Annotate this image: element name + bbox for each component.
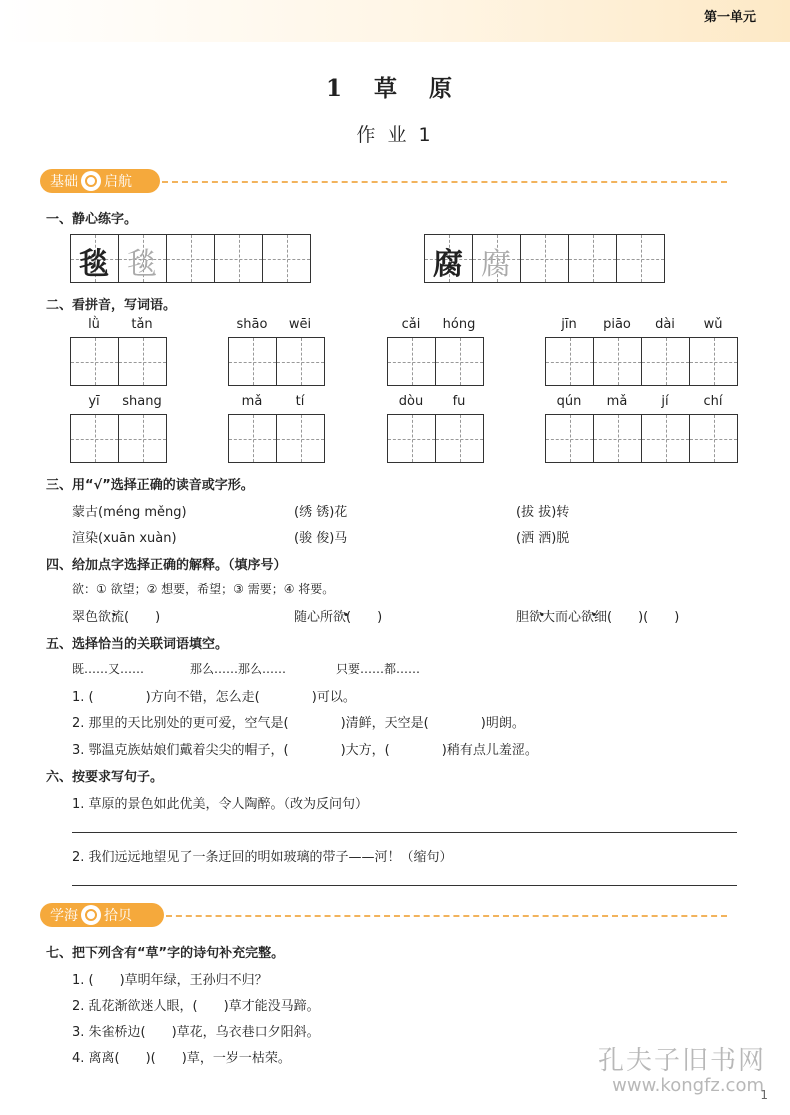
writing-cell[interactable] [545, 337, 594, 386]
question-6-label: 六、按要求写句子。 [46, 770, 164, 785]
option-text: 那么……那么…… [190, 662, 287, 676]
pinyin-label: wēi [288, 317, 312, 332]
question-4-label: 四、给加点字选择正确的解释。（填序号） [46, 558, 287, 573]
watermark-text: 孔夫子旧书网 [597, 1046, 766, 1076]
writing-cell[interactable] [568, 234, 617, 283]
pinyin-label: mǎ [606, 394, 628, 409]
writing-cell[interactable] [435, 337, 484, 386]
writing-cell[interactable] [641, 337, 690, 386]
pinyin-label: piāo [603, 317, 631, 332]
writing-cell[interactable] [593, 414, 642, 463]
writing-cell[interactable] [228, 337, 277, 386]
writing-cell[interactable] [262, 234, 311, 283]
answer-line[interactable] [72, 832, 737, 833]
writing-cell[interactable] [276, 337, 325, 386]
banner-right-text: 启航 [104, 174, 132, 190]
writing-cell[interactable] [228, 414, 277, 463]
fill-item[interactable]: 随心所欲( ) [294, 610, 383, 625]
question-5-label: 五、选择恰当的关联词语填空。 [46, 637, 229, 652]
writing-cell[interactable] [435, 414, 484, 463]
writing-cell[interactable] [689, 337, 738, 386]
fill-item[interactable]: 胆欲大而心欲细( )( ) [516, 610, 680, 625]
pinyin-label: jí [661, 394, 669, 409]
writing-cell[interactable] [641, 414, 690, 463]
pinyin-label: chí [703, 394, 723, 409]
writing-cell[interactable] [545, 414, 594, 463]
poem-line[interactable]: 3. 朱雀桥边( )草花，乌衣巷口夕阳斜。 [72, 1025, 320, 1040]
trace-character: 毯 [127, 247, 157, 282]
pinyin-label: qún [556, 394, 582, 409]
pinyin-label: shāo [236, 317, 268, 332]
page-subtitle: 作 业 1 [356, 124, 434, 146]
pinyin-label: wǔ [703, 317, 723, 332]
unit-label: 第一单元 [703, 10, 756, 25]
section-banner-basic [40, 169, 160, 193]
poem-line[interactable]: 2. 乱花渐欲迷人眼，( )草才能没马蹄。 [72, 999, 320, 1014]
fill-sentence[interactable]: 1. ( )方向不错，怎么走( )可以。 [72, 690, 356, 705]
choice-item[interactable]: 蒙古(méng měng) [72, 505, 187, 520]
pinyin-label: dài [655, 317, 675, 332]
writing-cell[interactable] [387, 337, 436, 386]
question-7-label: 七、把下列含有“草”字的诗句补充完整。 [46, 946, 285, 961]
choice-item[interactable]: (骏 俊)马 [294, 531, 348, 546]
definition-list: 欲：① 欲望；② 想要，希望；③ 需要；④ 将要。 [72, 582, 335, 596]
section-divider [162, 181, 727, 183]
pinyin-label: mǎ [241, 394, 263, 409]
writing-cell[interactable] [387, 414, 436, 463]
rewrite-prompt: 2. 我们远远地望见了一条迂回的明如玻璃的带子——河！（缩句） [72, 850, 453, 865]
section-banner-extend [40, 903, 164, 927]
writing-cell[interactable] [520, 234, 569, 283]
writing-cell[interactable] [70, 414, 119, 463]
poem-line[interactable]: 4. 离离( )( )草，一岁一枯荣。 [72, 1051, 291, 1066]
writing-cell[interactable] [118, 337, 167, 386]
writing-cell[interactable] [166, 234, 215, 283]
rewrite-prompt: 1. 草原的景色如此优美，令人陶醉。（改为反问句） [72, 797, 369, 812]
writing-cell[interactable] [593, 337, 642, 386]
pinyin-label: cǎi [401, 317, 421, 332]
writing-cell[interactable] [70, 337, 119, 386]
pinyin-label: dòu [398, 394, 424, 409]
shell-icon [81, 905, 101, 925]
pinyin-label: shang [122, 394, 162, 409]
pinyin-label: tí [295, 394, 305, 409]
fill-sentence[interactable]: 3. 鄂温克族姑娘们戴着尖尖的帽子，( )大方，( )稍有点儿羞涩。 [72, 743, 538, 758]
pinyin-label: fu [452, 394, 466, 409]
banner-left-text: 学海 [50, 908, 78, 924]
choice-item[interactable]: 渲染(xuān xuàn) [72, 531, 177, 546]
pinyin-label: jīn [561, 317, 577, 332]
fill-item[interactable]: 翠色欲流( ) [72, 610, 161, 625]
poem-line[interactable]: 1. ( )草明年绿，王孙归不归？ [72, 973, 268, 988]
header-band [0, 0, 790, 42]
question-1-label: 一、静心练字。 [46, 212, 138, 227]
writing-cell[interactable] [276, 414, 325, 463]
writing-cell[interactable] [689, 414, 738, 463]
section-divider [166, 915, 727, 917]
question-3-label: 三、用“√”选择正确的读音或字形。 [46, 478, 254, 493]
model-character: 毯 [79, 247, 109, 282]
pinyin-label: yī [88, 394, 100, 409]
compass-icon [81, 171, 101, 191]
banner-left-text: 基础 [50, 174, 78, 190]
option-text: 既……又…… [72, 662, 145, 676]
pinyin-label: hóng [442, 317, 476, 332]
option-text: 只要……都…… [336, 662, 421, 676]
choice-item[interactable]: (绣 锈)花 [294, 505, 348, 520]
writing-cell[interactable] [616, 234, 665, 283]
choice-item[interactable]: (洒 洒)脱 [516, 531, 570, 546]
pinyin-label: tǎn [131, 317, 153, 332]
page-title: 1 草 原 [325, 75, 465, 102]
writing-cell[interactable] [214, 234, 263, 283]
question-2-label: 二、看拼音，写词语。 [46, 298, 177, 313]
choice-item[interactable]: (拔 拔)转 [516, 505, 570, 520]
fill-sentence[interactable]: 2. 那里的天比别处的更可爱，空气是( )清鲜，天空是( )明朗。 [72, 716, 525, 731]
model-character: 腐 [433, 247, 463, 282]
banner-right-text: 拾贝 [104, 908, 132, 924]
page-number: 1 [760, 1088, 768, 1102]
pinyin-label: lǜ [88, 317, 100, 332]
writing-cell[interactable] [118, 414, 167, 463]
watermark-url: www.kongfz.com [612, 1075, 764, 1096]
trace-character: 腐 [481, 247, 511, 282]
answer-line[interactable] [72, 885, 737, 886]
